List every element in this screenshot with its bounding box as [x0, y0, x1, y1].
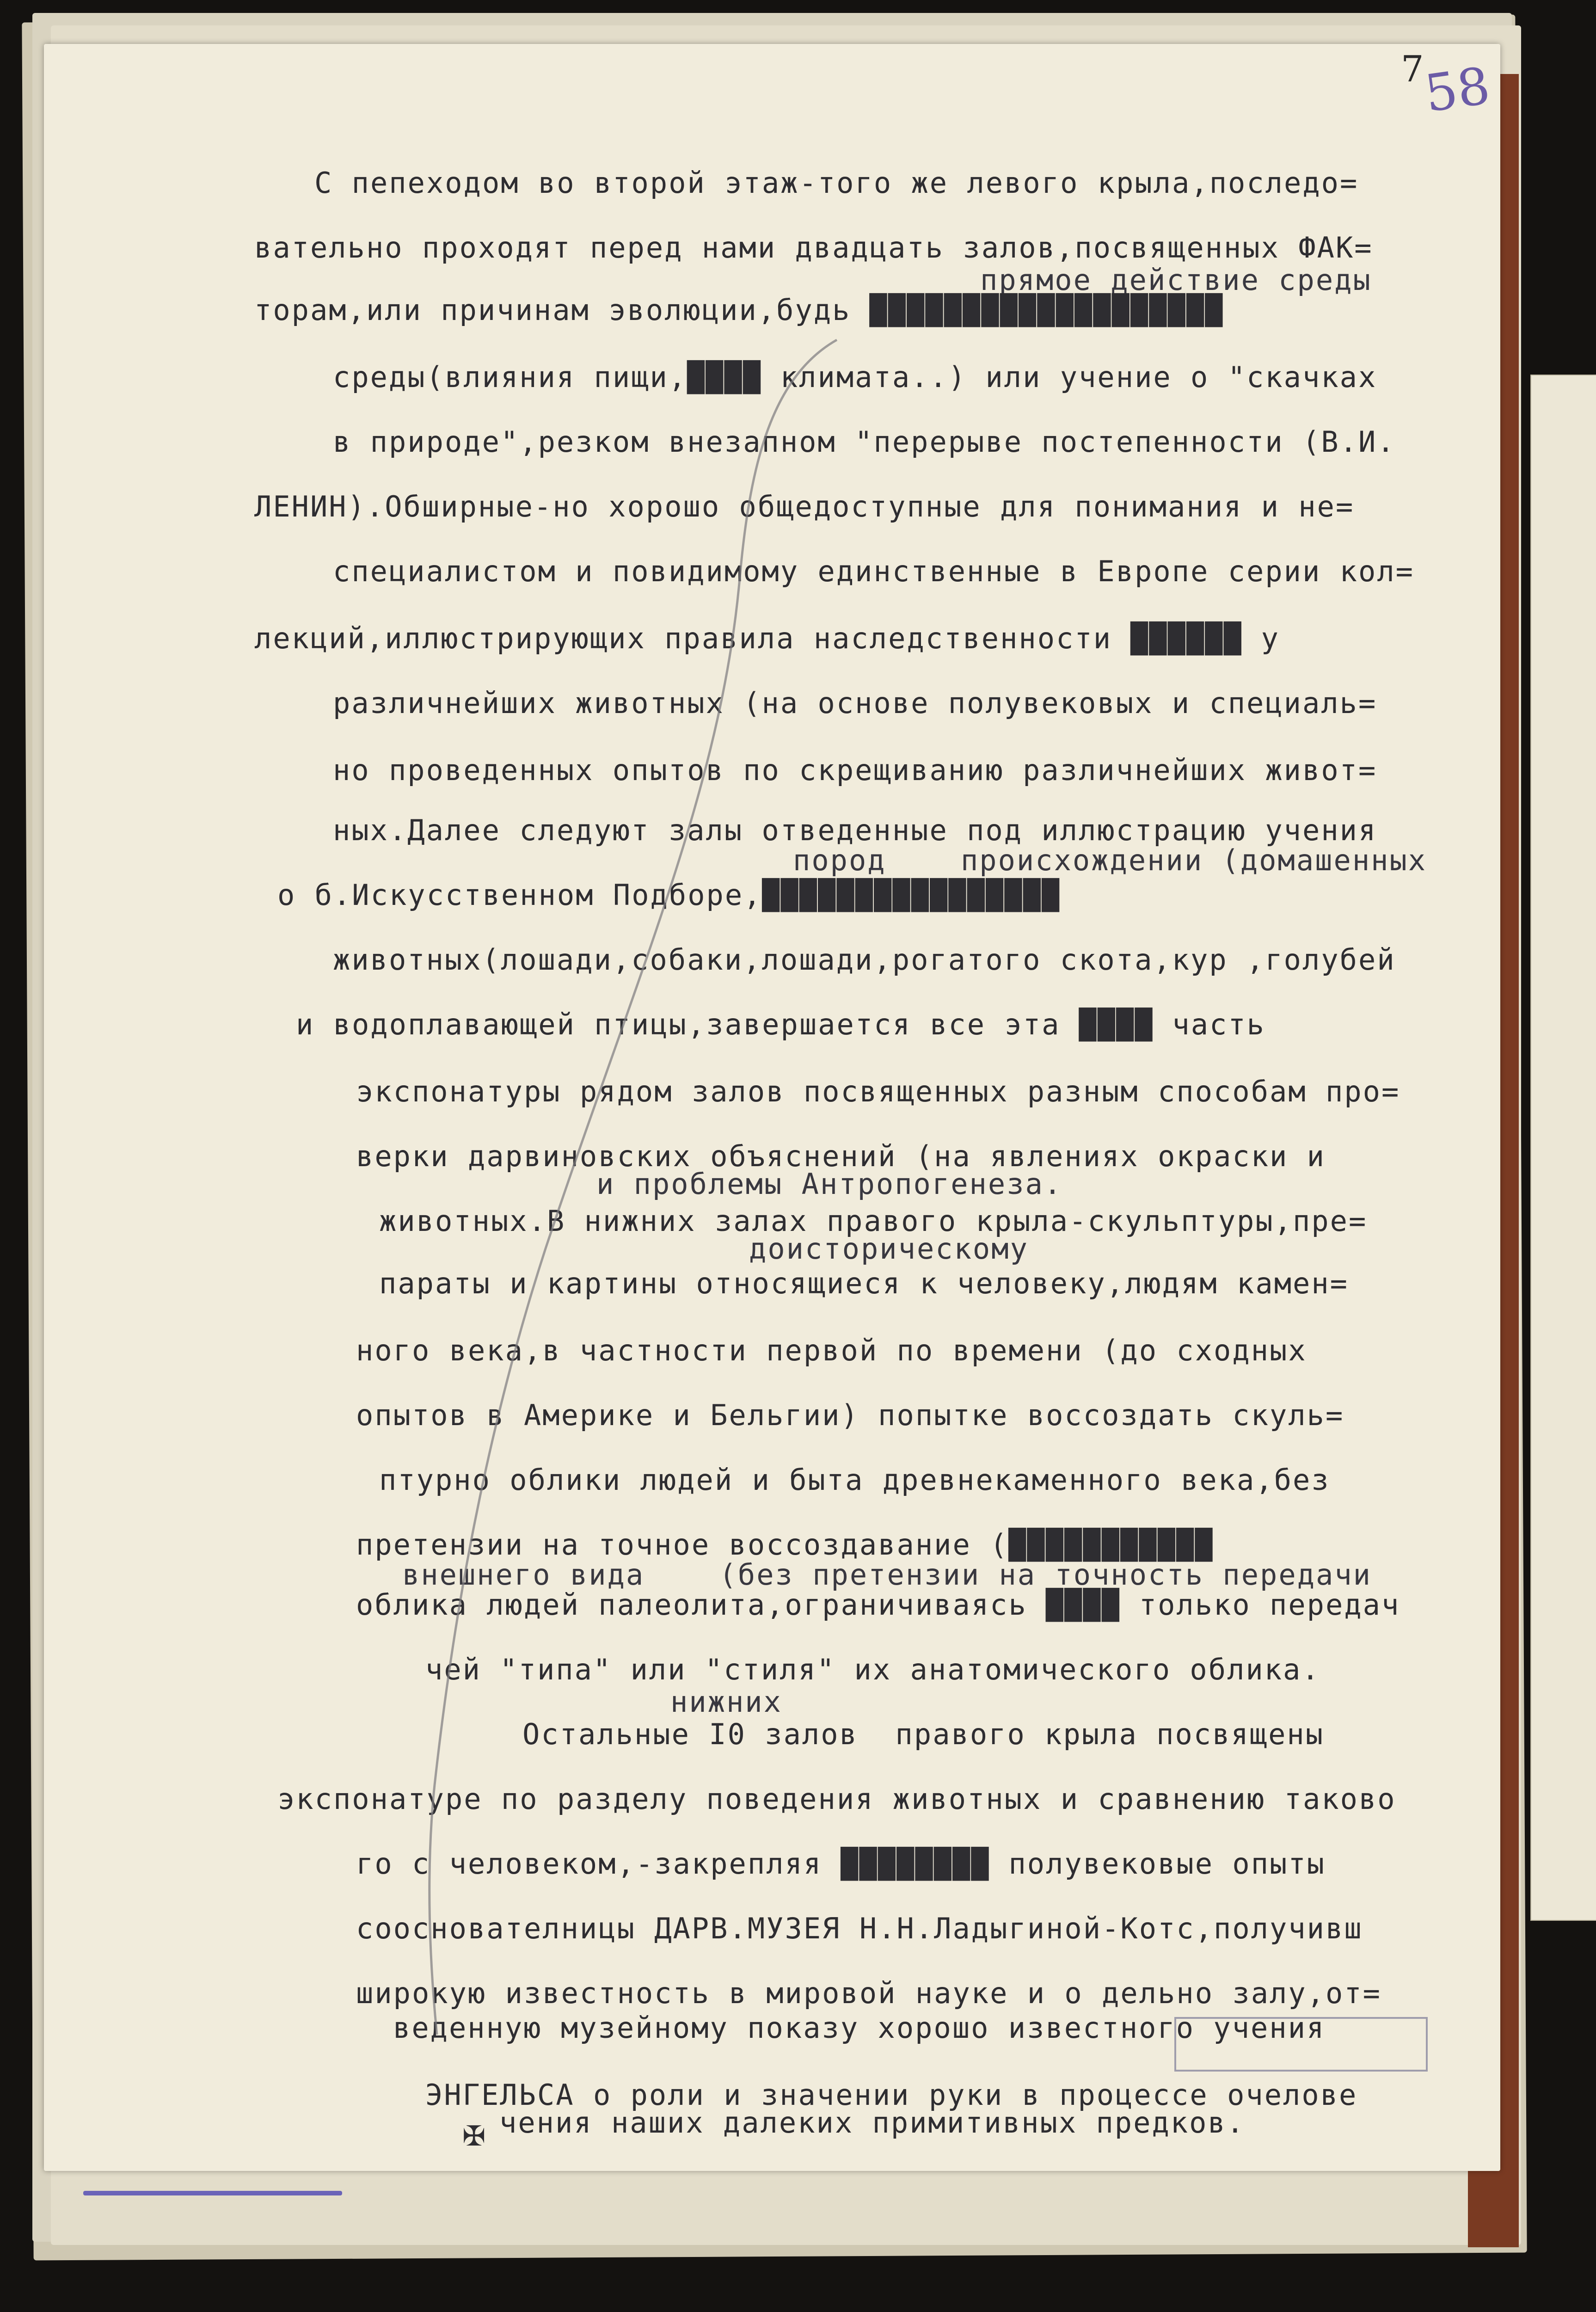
text-line: сооснователницы ДАРВ.МУЗЕЯ Н.Н.Ладыгиной-Котс,получивш [356, 1912, 1363, 1945]
side-sheet [1530, 375, 1596, 1921]
text-line: облика людей палеолита,ограничиваясь ████ только передач [356, 1588, 1400, 1622]
text-line: чения наших далеких примитивных предков. [499, 2106, 1246, 2140]
interlinear-insertion: и проблемы Антропогенеза. [596, 1167, 1063, 1201]
text-line: экспонатуре по разделу поведения животных и сравнению таково [277, 1782, 1396, 1816]
interlinear-insertion: внешнего вида (без претензии на точность передачи [402, 1558, 1372, 1592]
text-line: Остальные I0 залов правого крыла посвящены [522, 1717, 1325, 1751]
archive-folio-number: 58 [1421, 55, 1494, 124]
text-line: лекций,иллюстрирующих правила наследственности ██████ у [254, 621, 1280, 655]
hand-mark: ✠ [462, 2120, 486, 2152]
text-line: широкую известность в мировой науке и о дельно залу,от= [356, 1976, 1381, 2010]
interlinear-insertion: нижних [670, 1685, 782, 1719]
text-line: чей "типа" или "стиля" их анатомического облика. [425, 1653, 1320, 1686]
text-line: специалистом и повидимому единственные в Европе серии кол= [333, 554, 1414, 588]
text-line: верки дарвиновских объяснений (на явлениях окраски и [356, 1139, 1326, 1173]
interlinear-insertion: доисторическому [749, 1232, 1029, 1266]
text-line: го с человеком,-закрепляя ████████ полувековые опыты [356, 1847, 1326, 1881]
text-line: птурно облики людей и быта древнекаменного века,без [379, 1463, 1330, 1497]
text-line: вательно проходят перед нами двадцать залов,посвященных ФАК= [254, 231, 1373, 264]
text-line: торам,или причинам эволюции,будь ███████████████████ [254, 293, 1224, 327]
text-line: ного века,в частности первой по времени (до сходных [356, 1334, 1307, 1367]
text-line: С пепеходом во второй этаж-того же левого крыла,последо= [314, 166, 1359, 200]
text-line: параты и картины относящиеся к человеку,людям камен= [379, 1267, 1349, 1300]
text-line: ЭНГЕЛЬСА о роли и значении руки в процессе очелове [425, 2078, 1358, 2112]
text-line: но проведенных опытов по скрещиванию различнейших живот= [333, 753, 1377, 787]
text-line: претензии на точное воссоздавание (███████████ [356, 1528, 1214, 1562]
text-line: и водоплавающей птицы,завершается все эта ████ часть [296, 1008, 1266, 1041]
text-line: экспонатуры рядом залов посвященных разным способам про= [356, 1075, 1400, 1108]
archive-stamp [1174, 2017, 1428, 2072]
text-line: о б.Искусственном Подборе,████████████████ [277, 878, 1061, 912]
text-line: в природе",резком внезапном "перерыве постепенности (В.И. [333, 425, 1396, 459]
text-line: животных(лошади,собаки,лошади,рогатого скота,кур ,голубей [333, 943, 1396, 977]
text-line: ЛЕНИН).Обширные-но хорошо общедоступные для понимания и не= [254, 490, 1355, 523]
purple-pencil-mark [83, 2191, 342, 2195]
text-line: среды(влияния пищи,████ климата..) или учение о "скачках [333, 360, 1377, 394]
text-line: опытов в Америке и Бельгии) попытке воссоздать скуль= [356, 1398, 1344, 1432]
text-line: животных.В нижних залах правого крыла-скульптуры,пре= [379, 1204, 1368, 1238]
text-line: веденную музейному показу хорошо известного учения [393, 2011, 1326, 2045]
interlinear-insertion: прямое действие среды [980, 263, 1372, 297]
interlinear-insertion: пород происхождении (домашенных [793, 843, 1427, 877]
text-line: ных.Далее следуют залы отведенные под иллюстрацию учения [333, 813, 1377, 847]
text-line: различнейших животных (на основе полувековых и специаль= [333, 686, 1377, 720]
page-number: 7 [1401, 49, 1424, 90]
